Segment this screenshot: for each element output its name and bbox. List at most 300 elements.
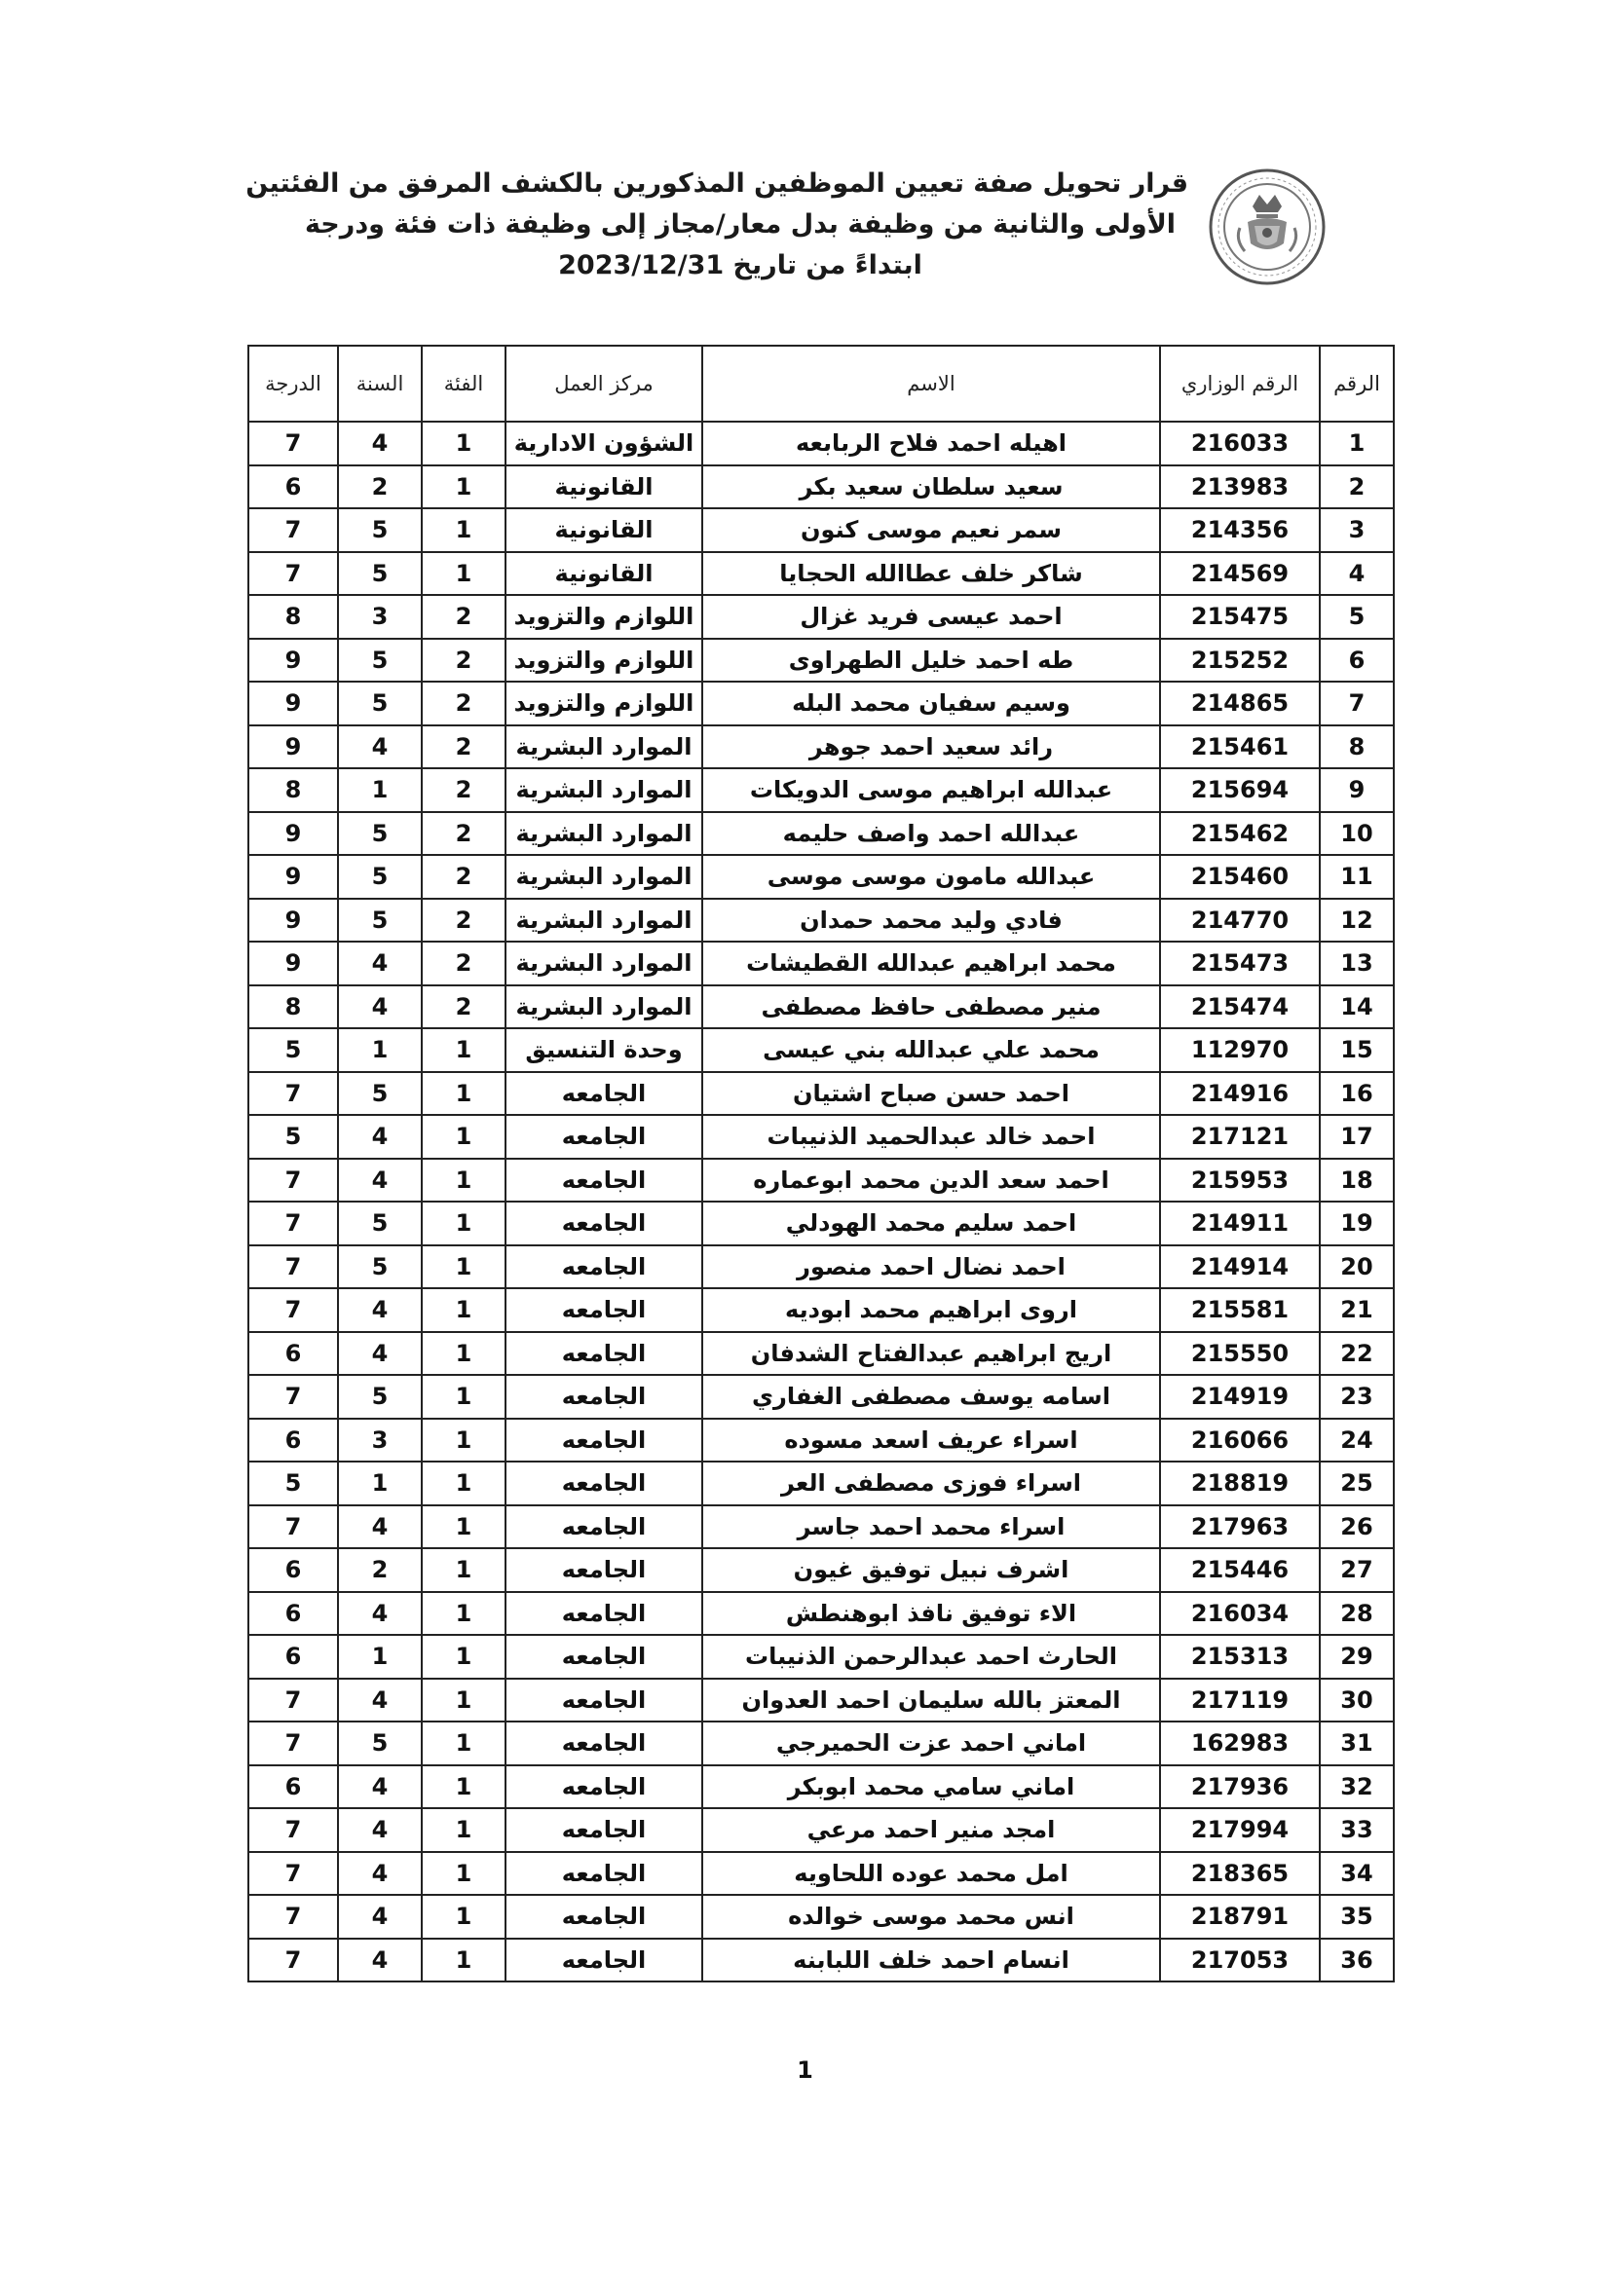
cell-name: الحارث احمد عبدالرحمن الذنيبات xyxy=(702,1635,1160,1679)
cell-ministry-id: 215252 xyxy=(1160,639,1320,683)
cell-work-center: الشؤون الادارية xyxy=(505,422,702,465)
cell-class: 1 xyxy=(422,1939,505,1982)
cell-class: 1 xyxy=(422,1375,505,1419)
header-work-center: مركز العمل xyxy=(505,346,702,422)
cell-class: 1 xyxy=(422,1072,505,1116)
cell-class: 1 xyxy=(422,1332,505,1376)
cell-no: 32 xyxy=(1320,1765,1394,1809)
cell-no: 17 xyxy=(1320,1115,1394,1159)
cell-class: 1 xyxy=(422,1202,505,1245)
cell-grade: 6 xyxy=(248,1332,338,1376)
cell-year: 4 xyxy=(338,942,422,985)
cell-ministry-id: 214919 xyxy=(1160,1375,1320,1419)
cell-grade: 9 xyxy=(248,812,338,856)
cell-no: 3 xyxy=(1320,508,1394,552)
cell-work-center: الجامعه xyxy=(505,1072,702,1116)
cell-year: 5 xyxy=(338,552,422,596)
cell-class: 1 xyxy=(422,1288,505,1332)
cell-no: 9 xyxy=(1320,768,1394,812)
cell-work-center: الجامعه xyxy=(505,1202,702,1245)
cell-no: 10 xyxy=(1320,812,1394,856)
cell-grade: 6 xyxy=(248,1635,338,1679)
cell-no: 14 xyxy=(1320,985,1394,1029)
cell-work-center: القانونية xyxy=(505,465,702,509)
cell-grade: 5 xyxy=(248,1028,338,1072)
cell-ministry-id: 215446 xyxy=(1160,1548,1320,1592)
cell-class: 1 xyxy=(422,1245,505,1289)
cell-year: 1 xyxy=(338,1462,422,1505)
cell-year: 5 xyxy=(338,1722,422,1765)
cell-grade: 7 xyxy=(248,1722,338,1765)
cell-name: المعتز بالله سليمان احمد العدوان xyxy=(702,1679,1160,1722)
cell-work-center: الجامعه xyxy=(505,1939,702,1982)
table-row xyxy=(248,1635,1394,1679)
cell-ministry-id: 215474 xyxy=(1160,985,1320,1029)
cell-grade: 9 xyxy=(248,682,338,725)
table-row xyxy=(248,768,1394,812)
cell-name: اشرف نبيل توفيق غيون xyxy=(702,1548,1160,1592)
cell-year: 4 xyxy=(338,1115,422,1159)
cell-class: 1 xyxy=(422,1635,505,1679)
table-row xyxy=(248,1288,1394,1332)
cell-year: 5 xyxy=(338,855,422,899)
cell-name: اهيله احمد فلاح الربابعه xyxy=(702,422,1160,465)
cell-work-center: الموارد البشرية xyxy=(505,812,702,856)
cell-year: 5 xyxy=(338,1202,422,1245)
cell-ministry-id: 217963 xyxy=(1160,1505,1320,1549)
cell-name: انسام احمد خلف اللبابنه xyxy=(702,1939,1160,1982)
table-header-row xyxy=(248,346,1394,422)
cell-grade: 9 xyxy=(248,725,338,769)
cell-class: 1 xyxy=(422,1548,505,1592)
title-line-3: ابتداءً من تاريخ 2023/12/31 xyxy=(558,250,922,280)
cell-no: 11 xyxy=(1320,855,1394,899)
cell-grade: 6 xyxy=(248,465,338,509)
cell-name: طه احمد خليل الطهراوى xyxy=(702,639,1160,683)
cell-grade: 9 xyxy=(248,639,338,683)
cell-ministry-id: 162983 xyxy=(1160,1722,1320,1765)
cell-ministry-id: 215475 xyxy=(1160,595,1320,639)
cell-year: 1 xyxy=(338,1635,422,1679)
table-row xyxy=(248,1375,1394,1419)
cell-no: 30 xyxy=(1320,1679,1394,1722)
table-row xyxy=(248,1548,1394,1592)
cell-name: اماني سامي محمد ابوبكر xyxy=(702,1765,1160,1809)
cell-year: 4 xyxy=(338,1895,422,1939)
cell-work-center: الجامعه xyxy=(505,1592,702,1636)
cell-year: 2 xyxy=(338,1548,422,1592)
cell-grade: 7 xyxy=(248,1375,338,1419)
cell-work-center: الجامعه xyxy=(505,1419,702,1463)
table-row xyxy=(248,1939,1394,1982)
cell-year: 4 xyxy=(338,1288,422,1332)
cell-no: 34 xyxy=(1320,1852,1394,1896)
cell-ministry-id: 215473 xyxy=(1160,942,1320,985)
cell-work-center: القانونية xyxy=(505,508,702,552)
table-row xyxy=(248,1202,1394,1245)
table-row xyxy=(248,1592,1394,1636)
cell-ministry-id: 214569 xyxy=(1160,552,1320,596)
cell-year: 5 xyxy=(338,812,422,856)
cell-grade: 8 xyxy=(248,768,338,812)
cell-grade: 7 xyxy=(248,1202,338,1245)
table-row xyxy=(248,1028,1394,1072)
table-row xyxy=(248,1072,1394,1116)
table-row xyxy=(248,595,1394,639)
cell-work-center: الجامعه xyxy=(505,1245,702,1289)
cell-ministry-id: 215460 xyxy=(1160,855,1320,899)
cell-year: 4 xyxy=(338,725,422,769)
cell-grade: 9 xyxy=(248,899,338,943)
cell-no: 7 xyxy=(1320,682,1394,725)
cell-grade: 6 xyxy=(248,1765,338,1809)
cell-ministry-id: 214770 xyxy=(1160,899,1320,943)
cell-grade: 5 xyxy=(248,1462,338,1505)
table-row xyxy=(248,899,1394,943)
cell-class: 1 xyxy=(422,422,505,465)
cell-class: 1 xyxy=(422,1115,505,1159)
cell-name: امل محمد عوده اللحاويه xyxy=(702,1852,1160,1896)
cell-no: 29 xyxy=(1320,1635,1394,1679)
cell-work-center: اللوازم والتزويد xyxy=(505,639,702,683)
page-number: 1 xyxy=(797,2056,813,2084)
title-line-2: الأولى والثانية من وظيفة بدل معار/مجاز إلى وظيفة ذات فئة ودرجة xyxy=(304,209,1177,240)
cell-ministry-id: 214865 xyxy=(1160,682,1320,725)
table-row xyxy=(248,1505,1394,1549)
cell-class: 1 xyxy=(422,1722,505,1765)
cell-name: احمد عيسى فريد غزال xyxy=(702,595,1160,639)
cell-class: 1 xyxy=(422,1895,505,1939)
cell-work-center: الموارد البشرية xyxy=(505,985,702,1029)
cell-name: احمد سليم محمد الهودلي xyxy=(702,1202,1160,1245)
cell-work-center: الموارد البشرية xyxy=(505,768,702,812)
cell-class: 2 xyxy=(422,899,505,943)
table-row xyxy=(248,1245,1394,1289)
cell-class: 1 xyxy=(422,508,505,552)
cell-grade: 7 xyxy=(248,422,338,465)
cell-no: 26 xyxy=(1320,1505,1394,1549)
cell-no: 22 xyxy=(1320,1332,1394,1376)
table-row xyxy=(248,812,1394,856)
cell-work-center: القانونية xyxy=(505,552,702,596)
cell-ministry-id: 213983 xyxy=(1160,465,1320,509)
table-row xyxy=(248,1332,1394,1376)
cell-work-center: اللوازم والتزويد xyxy=(505,682,702,725)
cell-class: 2 xyxy=(422,985,505,1029)
document-title xyxy=(245,164,1188,286)
cell-work-center: الجامعه xyxy=(505,1635,702,1679)
cell-work-center: الجامعه xyxy=(505,1548,702,1592)
cell-class: 2 xyxy=(422,942,505,985)
cell-name: سعيد سلطان سعيد بكر xyxy=(702,465,1160,509)
cell-no: 19 xyxy=(1320,1202,1394,1245)
table-row xyxy=(248,1679,1394,1722)
cell-ministry-id: 215462 xyxy=(1160,812,1320,856)
cell-name: اسراء فوزى مصطفى العر xyxy=(702,1462,1160,1505)
cell-ministry-id: 215694 xyxy=(1160,768,1320,812)
cell-class: 1 xyxy=(422,1808,505,1852)
cell-work-center: الجامعه xyxy=(505,1332,702,1376)
cell-class: 1 xyxy=(422,1765,505,1809)
table-row xyxy=(248,1808,1394,1852)
cell-year: 4 xyxy=(338,1808,422,1852)
header-class: الفئة xyxy=(422,346,505,422)
cell-year: 5 xyxy=(338,1072,422,1116)
cell-class: 1 xyxy=(422,1592,505,1636)
cell-class: 2 xyxy=(422,595,505,639)
cell-grade: 6 xyxy=(248,1548,338,1592)
ministry-emblem-icon xyxy=(1206,166,1329,288)
cell-name: انس محمد موسى خوالده xyxy=(702,1895,1160,1939)
cell-grade: 6 xyxy=(248,1419,338,1463)
cell-no: 35 xyxy=(1320,1895,1394,1939)
cell-ministry-id: 214911 xyxy=(1160,1202,1320,1245)
cell-name: رائد سعيد احمد جوهر xyxy=(702,725,1160,769)
cell-class: 2 xyxy=(422,725,505,769)
cell-class: 2 xyxy=(422,855,505,899)
cell-grade: 7 xyxy=(248,1159,338,1203)
cell-name: محمد ابراهيم عبدالله القطيشات xyxy=(702,942,1160,985)
cell-ministry-id: 218819 xyxy=(1160,1462,1320,1505)
cell-grade: 7 xyxy=(248,1895,338,1939)
cell-class: 1 xyxy=(422,1852,505,1896)
table-row xyxy=(248,942,1394,985)
header-year: السنة xyxy=(338,346,422,422)
table-row xyxy=(248,1895,1394,1939)
cell-ministry-id: 214914 xyxy=(1160,1245,1320,1289)
cell-grade: 9 xyxy=(248,855,338,899)
table-body xyxy=(248,422,1394,1981)
cell-name: شاكر خلف عطاالله الحجايا xyxy=(702,552,1160,596)
cell-work-center: اللوازم والتزويد xyxy=(505,595,702,639)
cell-ministry-id: 216066 xyxy=(1160,1419,1320,1463)
table-row xyxy=(248,508,1394,552)
cell-grade: 7 xyxy=(248,508,338,552)
cell-year: 4 xyxy=(338,1159,422,1203)
cell-grade: 6 xyxy=(248,1592,338,1636)
cell-work-center: الجامعه xyxy=(505,1895,702,1939)
cell-grade: 7 xyxy=(248,1679,338,1722)
cell-name: امجد منير احمد مرعي xyxy=(702,1808,1160,1852)
cell-name: اسراء محمد احمد جاسر xyxy=(702,1505,1160,1549)
cell-year: 5 xyxy=(338,508,422,552)
table-row xyxy=(248,639,1394,683)
cell-work-center: الموارد البشرية xyxy=(505,725,702,769)
cell-ministry-id: 217053 xyxy=(1160,1939,1320,1982)
cell-no: 33 xyxy=(1320,1808,1394,1852)
cell-name: اماني احمد عزت الحميرجي xyxy=(702,1722,1160,1765)
cell-ministry-id: 215461 xyxy=(1160,725,1320,769)
cell-class: 2 xyxy=(422,639,505,683)
cell-ministry-id: 215313 xyxy=(1160,1635,1320,1679)
cell-no: 12 xyxy=(1320,899,1394,943)
cell-no: 5 xyxy=(1320,595,1394,639)
cell-name: منير مصطفى حافظ مصطفى xyxy=(702,985,1160,1029)
cell-name: سمر نعيم موسى كنون xyxy=(702,508,1160,552)
cell-ministry-id: 214916 xyxy=(1160,1072,1320,1116)
cell-no: 21 xyxy=(1320,1288,1394,1332)
cell-class: 1 xyxy=(422,1159,505,1203)
cell-name: فادي وليد محمد حمدان xyxy=(702,899,1160,943)
cell-work-center: الجامعه xyxy=(505,1462,702,1505)
title-line-1: قرار تحويل صفة تعيين الموظفين المذكورين بالكشف المرفق من الفئتين xyxy=(245,168,1188,199)
cell-name: محمد علي عبدالله بني عيسى xyxy=(702,1028,1160,1072)
table-row xyxy=(248,552,1394,596)
table-row xyxy=(248,682,1394,725)
cell-work-center: وحدة التنسيق xyxy=(505,1028,702,1072)
cell-year: 5 xyxy=(338,639,422,683)
cell-ministry-id: 215953 xyxy=(1160,1159,1320,1203)
cell-year: 5 xyxy=(338,1375,422,1419)
cell-work-center: الموارد البشرية xyxy=(505,899,702,943)
cell-ministry-id: 215550 xyxy=(1160,1332,1320,1376)
table-row xyxy=(248,1159,1394,1203)
cell-name: عبدالله احمد واصف حليمه xyxy=(702,812,1160,856)
cell-year: 2 xyxy=(338,465,422,509)
cell-year: 3 xyxy=(338,1419,422,1463)
table-row xyxy=(248,725,1394,769)
cell-work-center: الجامعه xyxy=(505,1722,702,1765)
table-row xyxy=(248,1462,1394,1505)
cell-no: 23 xyxy=(1320,1375,1394,1419)
cell-name: وسيم سفيان محمد البله xyxy=(702,682,1160,725)
table-row xyxy=(248,1722,1394,1765)
cell-name: اروى ابراهيم محمد ابوديه xyxy=(702,1288,1160,1332)
cell-ministry-id: 112970 xyxy=(1160,1028,1320,1072)
cell-year: 1 xyxy=(338,768,422,812)
cell-grade: 9 xyxy=(248,942,338,985)
cell-year: 5 xyxy=(338,682,422,725)
cell-class: 1 xyxy=(422,465,505,509)
cell-year: 4 xyxy=(338,1852,422,1896)
cell-year: 4 xyxy=(338,1765,422,1809)
cell-ministry-id: 217119 xyxy=(1160,1679,1320,1722)
cell-grade: 7 xyxy=(248,1808,338,1852)
cell-ministry-id: 217936 xyxy=(1160,1765,1320,1809)
cell-year: 1 xyxy=(338,1028,422,1072)
header-name: الاسم xyxy=(702,346,1160,422)
table-row xyxy=(248,985,1394,1029)
cell-name: احمد حسن صباح اشتيان xyxy=(702,1072,1160,1116)
cell-work-center: الجامعه xyxy=(505,1852,702,1896)
cell-name: اسراء عريف اسعد مسوده xyxy=(702,1419,1160,1463)
cell-ministry-id: 216034 xyxy=(1160,1592,1320,1636)
cell-grade: 7 xyxy=(248,1288,338,1332)
cell-grade: 7 xyxy=(248,552,338,596)
cell-class: 2 xyxy=(422,682,505,725)
cell-class: 1 xyxy=(422,552,505,596)
cell-no: 18 xyxy=(1320,1159,1394,1203)
cell-name: احمد خالد عبدالحميد الذنيبات xyxy=(702,1115,1160,1159)
cell-class: 1 xyxy=(422,1505,505,1549)
cell-no: 13 xyxy=(1320,942,1394,985)
cell-ministry-id: 216033 xyxy=(1160,422,1320,465)
cell-grade: 7 xyxy=(248,1939,338,1982)
cell-work-center: الجامعه xyxy=(505,1375,702,1419)
cell-no: 36 xyxy=(1320,1939,1394,1982)
cell-no: 15 xyxy=(1320,1028,1394,1072)
cell-year: 4 xyxy=(338,422,422,465)
table-row xyxy=(248,422,1394,465)
cell-name: احمد نضال احمد منصور xyxy=(702,1245,1160,1289)
cell-no: 2 xyxy=(1320,465,1394,509)
table-row xyxy=(248,1852,1394,1896)
cell-grade: 7 xyxy=(248,1072,338,1116)
cell-ministry-id: 217121 xyxy=(1160,1115,1320,1159)
cell-class: 1 xyxy=(422,1462,505,1505)
cell-ministry-id: 215581 xyxy=(1160,1288,1320,1332)
cell-no: 20 xyxy=(1320,1245,1394,1289)
employees-table xyxy=(247,345,1395,1982)
cell-class: 1 xyxy=(422,1028,505,1072)
cell-year: 5 xyxy=(338,1245,422,1289)
cell-year: 4 xyxy=(338,985,422,1029)
cell-no: 16 xyxy=(1320,1072,1394,1116)
cell-name: الاء توفيق نافذ ابوهنطش xyxy=(702,1592,1160,1636)
table-row xyxy=(248,1765,1394,1809)
cell-grade: 7 xyxy=(248,1245,338,1289)
table-row xyxy=(248,1115,1394,1159)
cell-year: 4 xyxy=(338,1939,422,1982)
cell-work-center: الجامعه xyxy=(505,1159,702,1203)
cell-year: 3 xyxy=(338,595,422,639)
cell-year: 4 xyxy=(338,1592,422,1636)
cell-no: 27 xyxy=(1320,1548,1394,1592)
cell-year: 4 xyxy=(338,1332,422,1376)
cell-work-center: الجامعه xyxy=(505,1115,702,1159)
cell-class: 2 xyxy=(422,812,505,856)
cell-work-center: الجامعه xyxy=(505,1679,702,1722)
table-row xyxy=(248,1419,1394,1463)
cell-grade: 8 xyxy=(248,595,338,639)
cell-class: 1 xyxy=(422,1679,505,1722)
cell-class: 2 xyxy=(422,768,505,812)
cell-name: اريج ابراهيم عبدالفتاح الشدفان xyxy=(702,1332,1160,1376)
cell-ministry-id: 218791 xyxy=(1160,1895,1320,1939)
cell-no: 6 xyxy=(1320,639,1394,683)
cell-work-center: الجامعه xyxy=(505,1808,702,1852)
cell-grade: 8 xyxy=(248,985,338,1029)
cell-name: اسامه يوسف مصطفى الغفاري xyxy=(702,1375,1160,1419)
cell-ministry-id: 217994 xyxy=(1160,1808,1320,1852)
cell-work-center: الموارد البشرية xyxy=(505,942,702,985)
cell-no: 1 xyxy=(1320,422,1394,465)
cell-name: احمد سعد الدين محمد ابوعماره xyxy=(702,1159,1160,1203)
header-no: الرقم xyxy=(1320,346,1394,422)
cell-ministry-id: 218365 xyxy=(1160,1852,1320,1896)
cell-no: 8 xyxy=(1320,725,1394,769)
cell-grade: 5 xyxy=(248,1115,338,1159)
header-ministry-id: الرقم الوزاري xyxy=(1160,346,1320,422)
cell-no: 31 xyxy=(1320,1722,1394,1765)
cell-grade: 7 xyxy=(248,1852,338,1896)
cell-no: 4 xyxy=(1320,552,1394,596)
cell-year: 5 xyxy=(338,899,422,943)
table-row xyxy=(248,855,1394,899)
cell-year: 4 xyxy=(338,1679,422,1722)
cell-work-center: الجامعه xyxy=(505,1765,702,1809)
cell-work-center: الجامعه xyxy=(505,1505,702,1549)
cell-work-center: الجامعه xyxy=(505,1288,702,1332)
table-row xyxy=(248,465,1394,509)
cell-work-center: الموارد البشرية xyxy=(505,855,702,899)
cell-no: 25 xyxy=(1320,1462,1394,1505)
cell-name: عبدالله مامون موسى موسى xyxy=(702,855,1160,899)
cell-class: 1 xyxy=(422,1419,505,1463)
cell-ministry-id: 214356 xyxy=(1160,508,1320,552)
cell-no: 24 xyxy=(1320,1419,1394,1463)
cell-year: 4 xyxy=(338,1505,422,1549)
